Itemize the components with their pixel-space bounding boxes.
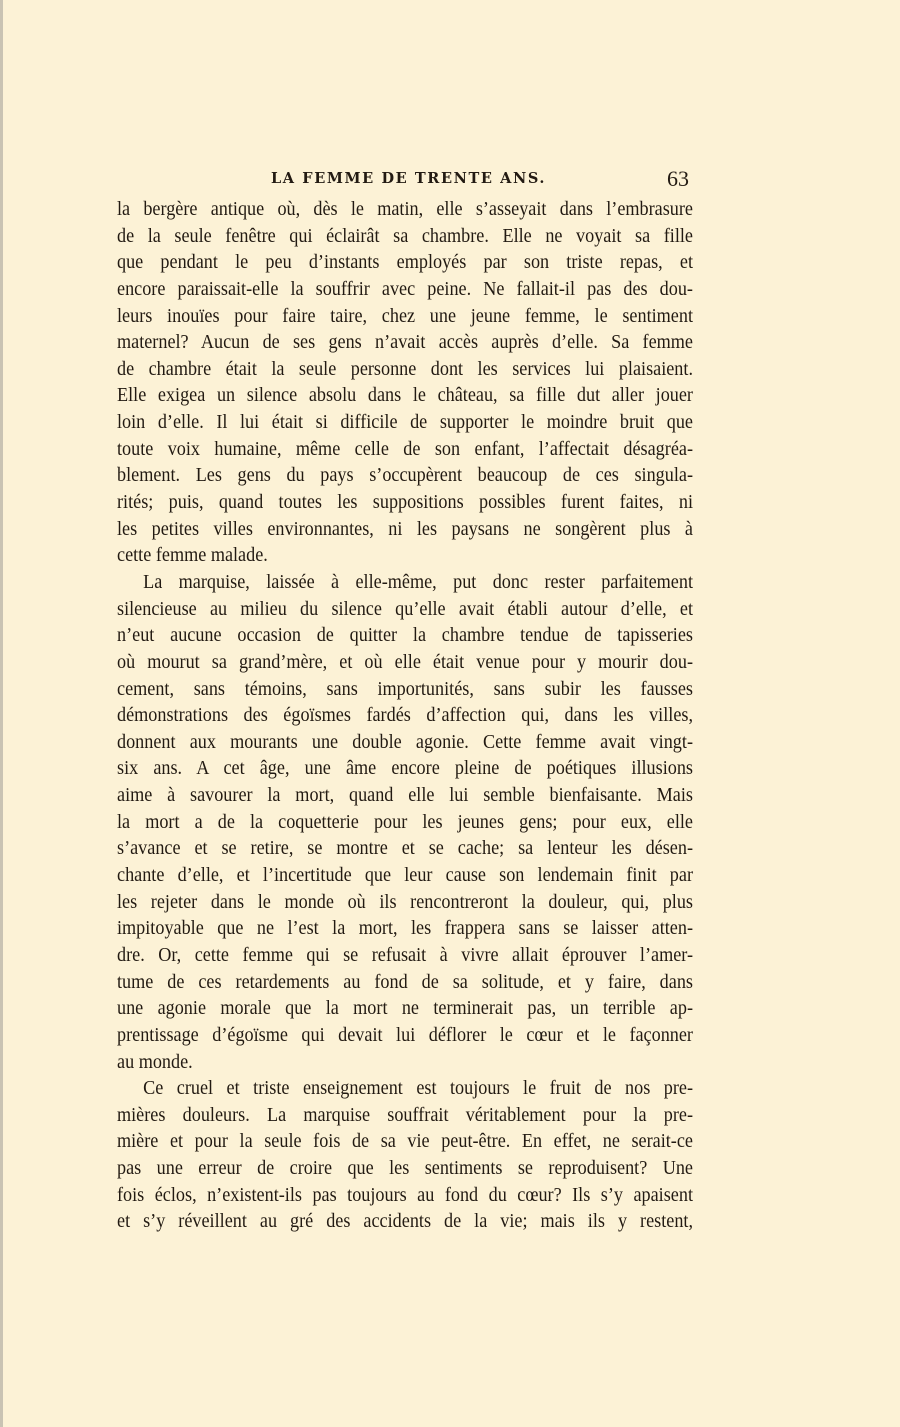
- text-line: donnent aux mourants une double agonie. Cette femme avait vingt-: [117, 730, 693, 753]
- text-line: la mort a de la coquetterie pour les jeunes gens; pour eux, elle: [117, 810, 693, 833]
- text-line: rités; puis, quand toutes les suppositions possibles furent faites, ni: [117, 491, 693, 514]
- text-line: pas une erreur de croire que les sentiments se reproduisent? Une: [117, 1157, 693, 1180]
- page-number: 63: [667, 166, 689, 191]
- text-line: toute voix humaine, même celle de son enfant, l’affectait désagréa-: [117, 437, 693, 460]
- text-line: de la seule fenêtre qui éclairât sa chambre. Elle ne voyait sa fille: [117, 224, 693, 247]
- text-line: s’avance et se retire, se montre et se cache; sa lenteur les désen-: [117, 837, 693, 860]
- text-line: impitoyable que ne l’est la mort, les frappera sans se laisser atten-: [117, 917, 693, 940]
- text-line: mière et pour la seule fois de sa vie peut-être. En effet, ne serait-ce: [117, 1130, 693, 1153]
- text-line: tume de ces retardements au fond de sa solitude, et y faire, dans: [117, 970, 693, 993]
- text-line: et s’y réveillent au gré des accidents de la vie; mais ils y restent,: [117, 1210, 693, 1233]
- scan-left-edge: [0, 0, 3, 1427]
- text-line: leurs inouïes pour faire taire, chez une jeune femme, le sentiment: [117, 304, 693, 327]
- text-line: silencieuse au milieu du silence qu’elle avait établi autour d’elle, et: [117, 597, 693, 620]
- text-line: La marquise, laissée à elle-même, put donc rester parfaitement: [143, 570, 694, 593]
- text-line: prentissage d’égoïsme qui devait lui déflorer le cœur et le façonner: [117, 1023, 693, 1046]
- text-line: cette femme malade.: [117, 544, 268, 567]
- running-head: [117, 166, 693, 192]
- paragraph-3: [117, 1075, 693, 1235]
- text-line: cement, sans témoins, sans importunités, sans subir les fausses: [117, 677, 693, 700]
- running-title: LA FEMME DE TRENTE ANS.: [271, 170, 547, 187]
- text-line: les petites villes environnantes, ni les paysans ne songèrent plus à: [117, 517, 693, 540]
- text-line: que pendant le peu d’instants employés par son triste repas, et: [117, 251, 693, 274]
- text-line: encore paraissait-elle la souffrir avec peine. Ne fallait-il pas des dou-: [117, 277, 693, 300]
- text-line: de chambre était la seule personne dont les services lui plaisaient.: [117, 357, 693, 380]
- text-line: six ans. A cet âge, une âme encore pleine de poétiques illusions: [117, 757, 693, 780]
- text-line: loin d’elle. Il lui était si difficile de supporter le moindre bruit que: [117, 411, 693, 434]
- paragraph-1: [117, 196, 693, 569]
- text-line: mières douleurs. La marquise souffrait véritablement pour la pre-: [117, 1103, 693, 1126]
- text-line: fois éclos, n’existent-ils pas toujours au fond du cœur? Ils s’y apaisent: [117, 1183, 693, 1206]
- text-line: où mourut sa grand’mère, et où elle était venue pour y mourir dou-: [117, 650, 693, 673]
- text-line: au monde.: [117, 1050, 193, 1073]
- text-line: une agonie morale que la mort ne terminerait pas, un terrible ap-: [117, 997, 693, 1020]
- text-line: la bergère antique où, dès le matin, elle s’asseyait dans l’embrasure: [117, 198, 693, 220]
- paragraph-2: [117, 569, 693, 1075]
- text-line: chante d’elle, et l’incertitude que leur cause son lendemain finit par: [117, 864, 693, 887]
- text-line: dre. Or, cette femme qui se refusait à vivre allait éprouver l’amer-: [117, 943, 693, 966]
- text-line: aime à savourer la mort, quand elle lui semble bienfaisante. Mais: [117, 784, 693, 807]
- text-line: maternel? Aucun de ses gens n’avait accès auprès d’elle. Sa femme: [117, 331, 693, 354]
- body-text: [117, 196, 693, 1235]
- text-line: démonstrations des égoïsmes fardés d’affection qui, dans les villes,: [117, 704, 693, 727]
- text-line: n’eut aucune occasion de quitter la chambre tendue de tapisseries: [117, 624, 693, 647]
- text-line: blement. Les gens du pays s’occupèrent beaucoup de ces singula-: [117, 464, 693, 487]
- text-line: les rejeter dans le monde où ils rencontreront la douleur, qui, plus: [117, 890, 693, 913]
- text-line: Elle exigea un silence absolu dans le château, sa fille dut aller jouer: [117, 384, 693, 407]
- text-line: Ce cruel et triste enseignement est toujours le fruit de nos pre-: [143, 1077, 694, 1100]
